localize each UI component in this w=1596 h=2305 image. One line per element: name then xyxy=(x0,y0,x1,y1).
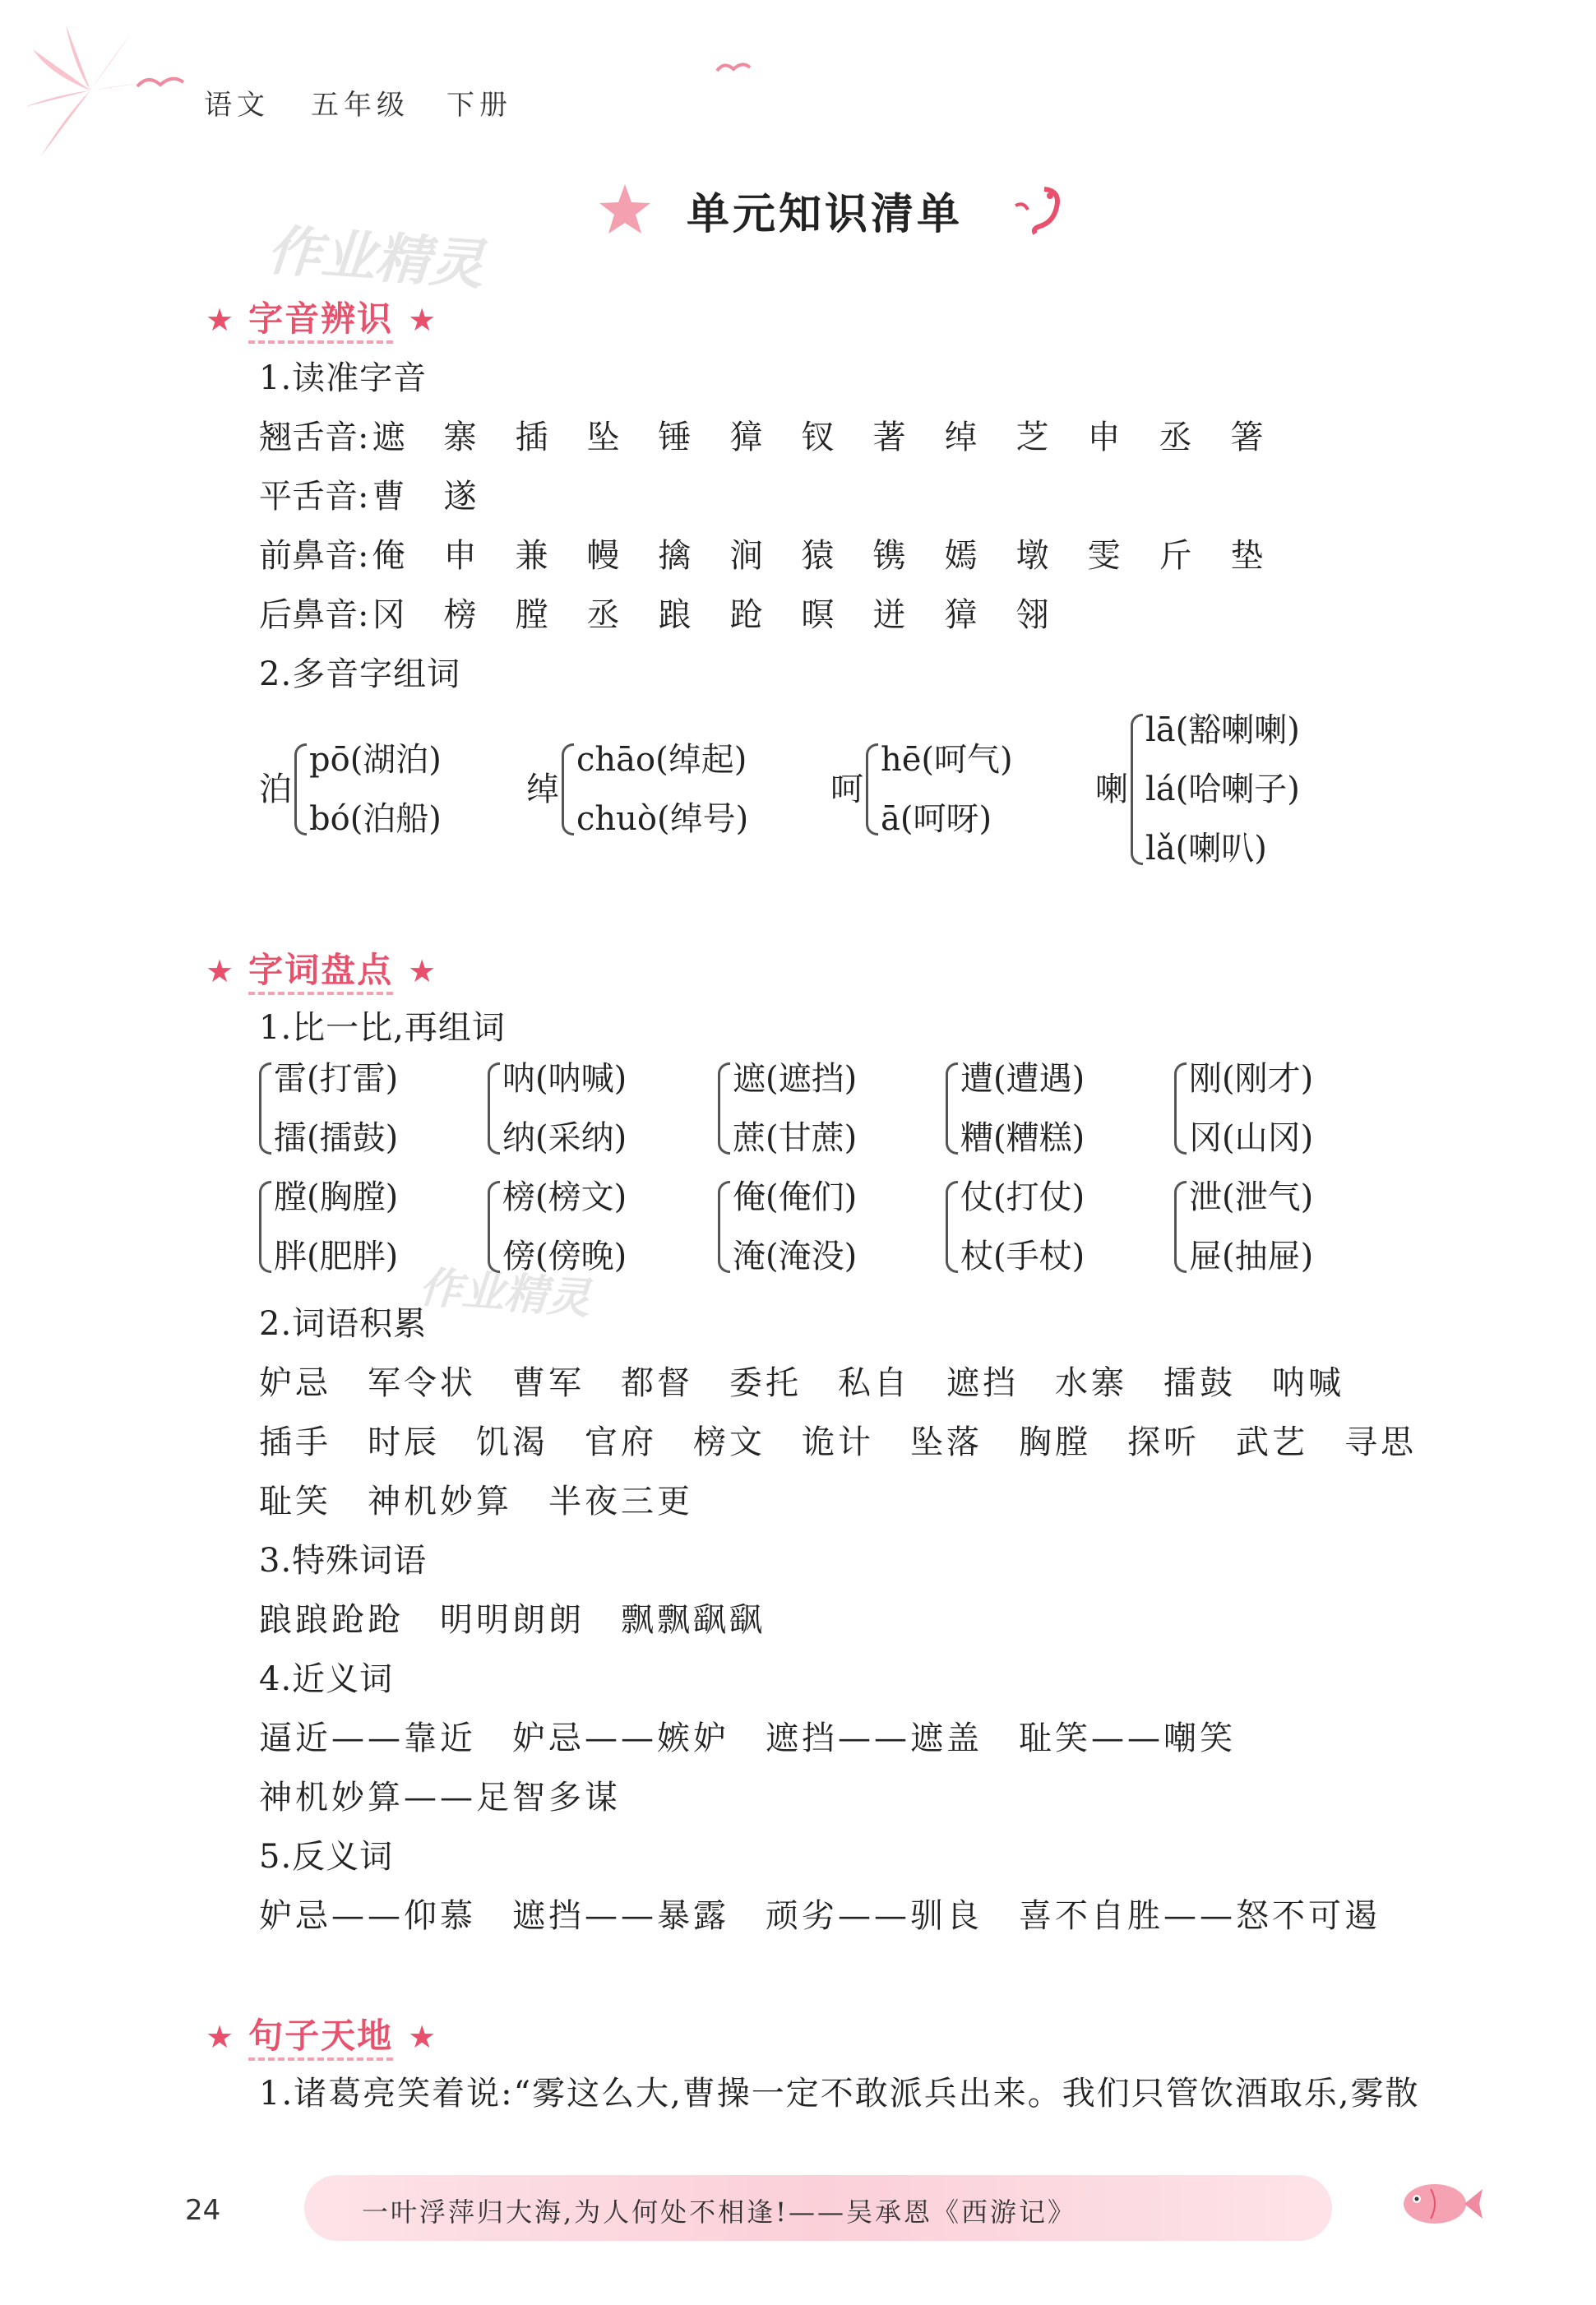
pronunciation-char: 翎 xyxy=(1015,596,1049,634)
pronunciation-char: 涧 xyxy=(729,537,763,575)
duoyin-group xyxy=(294,737,442,842)
compare-word: 遮(遮挡) xyxy=(733,1060,858,1098)
pronunciation-char: 墩 xyxy=(1015,537,1049,575)
duoyin-reading: ā(呵呀) xyxy=(881,800,992,838)
duoyin-reading: chāo(绰起) xyxy=(576,741,747,779)
duoyin-reading: pō(湖泊) xyxy=(309,741,442,779)
pronunciation-char: 跄 xyxy=(729,596,763,634)
duoyin-group xyxy=(866,737,1013,842)
pronunciation-char: 踉 xyxy=(658,596,692,634)
subheading: 5.反义词 xyxy=(259,1838,394,1876)
compare-word: 榜(榜文) xyxy=(502,1178,627,1216)
pronunciation-char: 迸 xyxy=(872,596,906,634)
fish-icon xyxy=(1394,2171,1484,2237)
compare-group xyxy=(1174,1056,1313,1161)
pronunciation-category: 翘舌音: xyxy=(259,419,369,456)
pronunciation-category: 后鼻音: xyxy=(259,596,369,634)
duoyin-char: 泊 xyxy=(259,771,293,808)
duoyin-reading: bó(泊船) xyxy=(309,800,442,838)
section-label: 句子天地 xyxy=(248,2016,393,2061)
compare-word: 膛(胸膛) xyxy=(274,1178,399,1216)
duoyin-char: 喇 xyxy=(1095,771,1129,808)
pronunciation-char: 暝 xyxy=(801,596,835,634)
bird-icon xyxy=(136,70,185,95)
seahorse-icon xyxy=(1007,181,1073,238)
compare-word: 屉(抽屉) xyxy=(1189,1238,1314,1275)
compare-group xyxy=(259,1056,398,1161)
bird-icon xyxy=(715,58,752,77)
duoyin-group xyxy=(562,737,748,842)
pronunciation-char: 芝 xyxy=(1015,419,1049,456)
compare-word: 冈(山冈) xyxy=(1189,1119,1314,1157)
duoyin-reading: chuò(绰号) xyxy=(576,800,749,838)
compare-word: 刚(刚才) xyxy=(1189,1060,1314,1098)
pronunciation-char: 镌 xyxy=(872,537,906,575)
pronunciation-row xyxy=(259,592,1087,638)
pronunciation-char: 丞 xyxy=(1159,419,1192,456)
compare-group xyxy=(946,1174,1085,1280)
section-label: 字音辨识 xyxy=(248,299,393,344)
compare-word: 呐(呐喊) xyxy=(502,1060,627,1098)
pronunciation-char: 申 xyxy=(1087,419,1121,456)
word-list: 插手 时辰 饥渴 官府 榜文 诡计 坠落 胸膛 探听 武艺 寻思 xyxy=(259,1423,1417,1461)
duoyin-char: 呵 xyxy=(830,771,864,808)
section-label: 字词盘点 xyxy=(248,950,393,995)
pronunciation-char: 钗 xyxy=(801,419,835,456)
pronunciation-category: 平舌音: xyxy=(259,478,369,516)
subheading: 4.近义词 xyxy=(259,1660,394,1698)
compare-group xyxy=(718,1056,857,1161)
compare-word: 杖(手杖) xyxy=(960,1238,1085,1275)
pronunciation-char: 遮 xyxy=(372,419,405,456)
duoyin-reading: lá(哈喇子) xyxy=(1145,771,1300,808)
pronunciation-char: 冈 xyxy=(372,596,405,634)
compare-word: 泄(泄气) xyxy=(1189,1178,1314,1216)
pronunciation-char: 膛 xyxy=(515,596,548,634)
pronunciation-char: 雯 xyxy=(1087,537,1121,575)
word-list: 耻笑 神机妙算 半夜三更 xyxy=(259,1483,693,1520)
compare-group xyxy=(259,1174,398,1280)
watermark: 作业精灵 xyxy=(417,1262,592,1325)
duoyin-reading: lǎ(喇叭) xyxy=(1145,830,1267,868)
header-volume: 下册 xyxy=(446,89,512,122)
word-list: 踉踉跄跄 明明朗朗 飘飘飖飖 xyxy=(259,1601,766,1639)
pronunciation-char: 獐 xyxy=(944,596,978,634)
compare-group xyxy=(488,1056,627,1161)
subheading: 2.词语积累 xyxy=(259,1305,428,1343)
compare-word: 雷(打雷) xyxy=(274,1060,399,1098)
pronunciation-char: 申 xyxy=(443,537,477,575)
pronunciation-char: 獐 xyxy=(729,419,763,456)
starfish-icon xyxy=(596,181,654,238)
compare-word: 纳(采纳) xyxy=(502,1119,627,1157)
duoyin-char: 绰 xyxy=(526,771,560,808)
pronunciation-char: 猿 xyxy=(801,537,835,575)
compare-word: 俺(俺们) xyxy=(733,1178,858,1216)
page-title: 单元知识清单 xyxy=(687,190,964,239)
subheading: 3.特殊词语 xyxy=(259,1542,428,1580)
compare-word: 淹(淹没) xyxy=(733,1238,858,1275)
pronunciation-char: 锤 xyxy=(658,419,692,456)
pronunciation-char: 斤 xyxy=(1159,537,1192,575)
header-subject: 语文 xyxy=(204,89,270,122)
pronunciation-category: 前鼻音: xyxy=(259,537,369,575)
compare-word: 蔗(甘蔗) xyxy=(733,1119,858,1157)
compare-word: 擂(擂鼓) xyxy=(274,1119,399,1157)
pronunciation-char: 榜 xyxy=(443,596,477,634)
pronunciation-char: 嫣 xyxy=(944,537,978,575)
subheading: 1.读准字音 xyxy=(259,359,428,397)
watermark: 作业精灵 xyxy=(265,218,486,298)
pronunciation-char: 坠 xyxy=(586,419,620,456)
sentence: 1.诸葛亮笑着说:“雾这么大,曹操一定不敢派兵出来。我们只管饮酒取乐,雾散 xyxy=(259,2075,1420,2113)
subheading: 1.比一比,再组词 xyxy=(259,1009,506,1047)
compare-word: 遭(遭遇) xyxy=(960,1060,1085,1098)
subheading: 2.多音字组词 xyxy=(259,655,461,693)
section-heading: ★ 字音辨识 ★ xyxy=(191,292,451,341)
pronunciation-char: 寨 xyxy=(443,419,477,456)
pronunciation-char: 插 xyxy=(515,419,548,456)
header-grade: 五年级 xyxy=(311,89,409,122)
pronunciation-char: 垫 xyxy=(1230,537,1264,575)
pronunciation-char: 著 xyxy=(872,419,906,456)
pronunciation-row xyxy=(259,533,1302,579)
pronunciation-char: 箸 xyxy=(1230,419,1264,456)
pronunciation-char: 遂 xyxy=(443,478,477,516)
compare-word: 仗(打仗) xyxy=(960,1178,1085,1216)
pronunciation-char: 擒 xyxy=(658,537,692,575)
compare-word: 胖(肥胖) xyxy=(274,1238,399,1275)
antonym-list: 妒忌——仰慕 遮挡——暴露 顽劣——驯良 喜不自胜——怒不可遏 xyxy=(259,1897,1381,1935)
pronunciation-char: 丞 xyxy=(586,596,620,634)
compare-word: 傍(傍晚) xyxy=(502,1238,627,1275)
compare-group xyxy=(718,1174,857,1280)
duoyin-reading: lā(豁喇喇) xyxy=(1145,711,1300,749)
section-heading: ★ 句子天地 ★ xyxy=(191,2009,451,2058)
duoyin-reading: hē(呵气) xyxy=(881,741,1013,779)
pronunciation-char: 俺 xyxy=(372,537,405,575)
pronunciation-char: 曹 xyxy=(372,478,405,516)
duoyin-group xyxy=(1131,707,1300,872)
footer-quote: 一叶浮萍归大海,为人何处不相逢!——吴承恩《西游记》 xyxy=(362,2196,1077,2228)
synonym-list: 逼近——靠近 妒忌——嫉妒 遮挡——遮盖 耻笑——嘲笑 xyxy=(259,1719,1236,1757)
pronunciation-row xyxy=(259,474,515,520)
synonym-list: 神机妙算——足智多谋 xyxy=(259,1779,621,1817)
page-number: 24 xyxy=(185,2194,221,2227)
pronunciation-char: 绰 xyxy=(944,419,978,456)
compare-group xyxy=(1174,1174,1313,1280)
pronunciation-char: 兼 xyxy=(515,537,548,575)
compare-group xyxy=(488,1174,627,1280)
word-list: 妒忌 军令状 曹军 都督 委托 私自 遮挡 水寨 擂鼓 呐喊 xyxy=(259,1364,1344,1402)
pronunciation-char: 幔 xyxy=(586,537,620,575)
pronunciation-row xyxy=(259,414,1302,461)
compare-group xyxy=(946,1056,1085,1161)
section-heading: ★ 字词盘点 ★ xyxy=(191,943,451,993)
compare-word: 糟(糟糕) xyxy=(960,1119,1085,1157)
